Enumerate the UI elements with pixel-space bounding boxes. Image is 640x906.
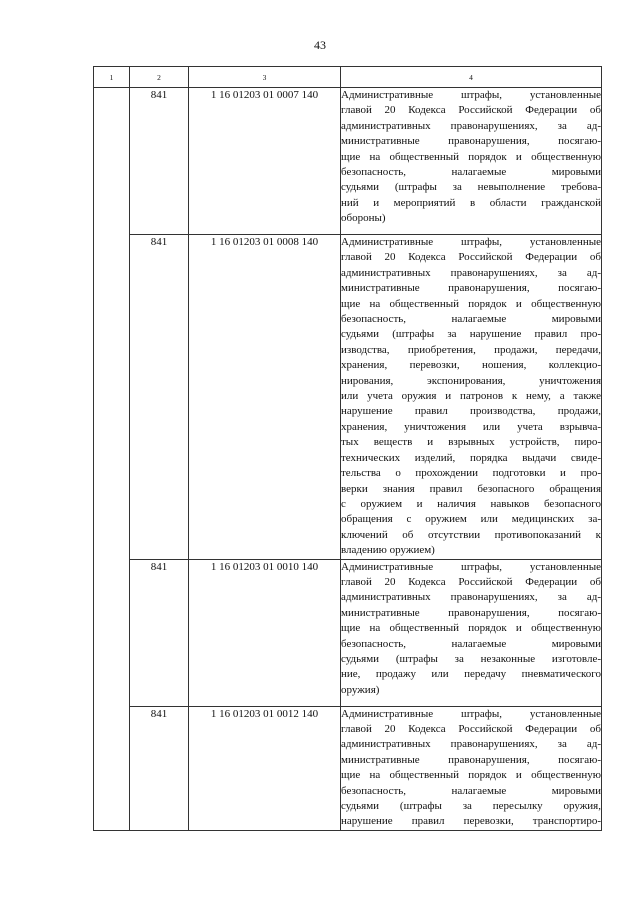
description-line: тых веществ и взрывных устройств, пиро-: [341, 436, 601, 449]
description-line: нирования, экспонирования, уничтожения: [341, 374, 601, 387]
budget-code-cell: 1 16 01203 01 0008 140: [189, 235, 341, 560]
description-line: щие на общественный порядок и общественную: [341, 297, 601, 310]
column-1-cell: [94, 88, 130, 831]
budget-code-cell: 1 16 01203 01 0007 140: [189, 88, 341, 235]
description-line: министративные правонарушения, посягаю-: [341, 753, 601, 766]
table-row: [94, 235, 602, 560]
admin-code-cell: 841: [130, 235, 189, 560]
admin-code-cell: 841: [130, 559, 189, 706]
description-line: министративные правонарушения, посягаю-: [341, 606, 601, 619]
description-line: нарушение правил производства, продажи,: [341, 405, 601, 418]
description-line: щие на общественный порядок и общественную: [341, 622, 601, 635]
description-line: технических изделий, порядка выдачи свиде-: [341, 451, 601, 464]
description-cell: [341, 235, 602, 560]
description-line: безопасность, налагаемые мировыми: [341, 313, 601, 326]
description-line: судьями (штрафы за пересылку оружия,: [341, 799, 601, 812]
description-line: главой 20 Кодекса Российской Федерации об: [341, 722, 601, 735]
description-line: министративные правонарушения, посягаю-: [341, 282, 601, 295]
description-line: с оружием и наличия навыков безопасного: [341, 497, 601, 510]
description-line: административных правонарушениях, за ад-: [341, 738, 601, 751]
description-line: судьями (штрафы за нарушение правил про-: [341, 328, 601, 341]
table-row: [94, 706, 602, 830]
description-line: Административные штрафы, установленные: [341, 707, 601, 720]
table-header-row: [94, 67, 602, 88]
description-line: административных правонарушениях, за ад-: [341, 119, 601, 132]
description-line: безопасность, налагаемые мировыми: [341, 637, 601, 650]
description-line: судьями (штрафы за невыполнение требова-: [341, 181, 601, 194]
description-line: щие на общественный порядок и общественную: [341, 769, 601, 782]
page-number: 43: [314, 38, 326, 52]
description-line: владению оружием): [341, 544, 435, 557]
description-line: хранения, перевозки, ношения, коллекцио-: [341, 359, 601, 372]
description-line: административных правонарушениях, за ад-: [341, 591, 601, 604]
table-row: [94, 559, 602, 706]
description-line: административных правонарушениях, за ад-: [341, 266, 601, 279]
description-line: тельства о прохождении подготовки и про-: [341, 467, 601, 480]
table-row: [94, 88, 602, 235]
description-line: Административные штрафы, установленные: [341, 560, 601, 573]
description-cell: [341, 706, 602, 830]
description-line: нарушение правил перевозки, транспортиро-: [341, 815, 601, 828]
description-line: министративные правонарушения, посягаю-: [341, 135, 601, 148]
description-line: верки знания правил безопасного обращения: [341, 482, 601, 495]
revenue-codes-table: [93, 66, 602, 831]
column-header-4: 4: [341, 67, 602, 88]
column-header-2: 2: [130, 67, 189, 88]
description-line: Административные штрафы, установленные: [341, 236, 601, 248]
admin-code-cell: 841: [130, 88, 189, 235]
description-line: ключений об отсутствии противопоказаний к: [341, 528, 601, 541]
description-cell: [341, 559, 602, 706]
admin-code-cell: 841: [130, 706, 189, 830]
description-line: щие на общественный порядок и общественную: [341, 150, 601, 163]
budget-code-cell: 1 16 01203 01 0010 140: [189, 559, 341, 706]
description-line: безопасность, налагаемые мировыми: [341, 784, 601, 797]
description-line: или учета оружия и патронов к нему, а также: [341, 390, 601, 403]
description-line: обращения с оружием или медицинских за-: [341, 513, 601, 526]
description-line: главой 20 Кодекса Российской Федерации об: [341, 575, 601, 588]
description-cell: [341, 88, 602, 235]
description-line: хранения, уничтожения или учета взрывча-: [341, 420, 601, 433]
description-line: судьями (штрафы за незаконные изготовле-: [341, 652, 601, 665]
description-line: оружия): [341, 683, 380, 696]
column-header-3: 3: [189, 67, 341, 88]
budget-code-cell: 1 16 01203 01 0012 140: [189, 706, 341, 830]
description-line: главой 20 Кодекса Российской Федерации об: [341, 251, 601, 264]
description-line: Административные штрафы, установленные: [341, 89, 601, 101]
description-line: обороны): [341, 212, 386, 225]
description-line: безопасность, налагаемые мировыми: [341, 166, 601, 179]
description-line: главой 20 Кодекса Российской Федерации об: [341, 104, 601, 117]
description-line: изводства, приобретения, продажи, передачи,: [341, 343, 601, 356]
description-line: ние, продажу или передачу пневматического: [341, 668, 601, 681]
description-line: ний и мероприятий в области гражданской: [341, 196, 601, 209]
column-header-1: 1: [94, 67, 130, 88]
